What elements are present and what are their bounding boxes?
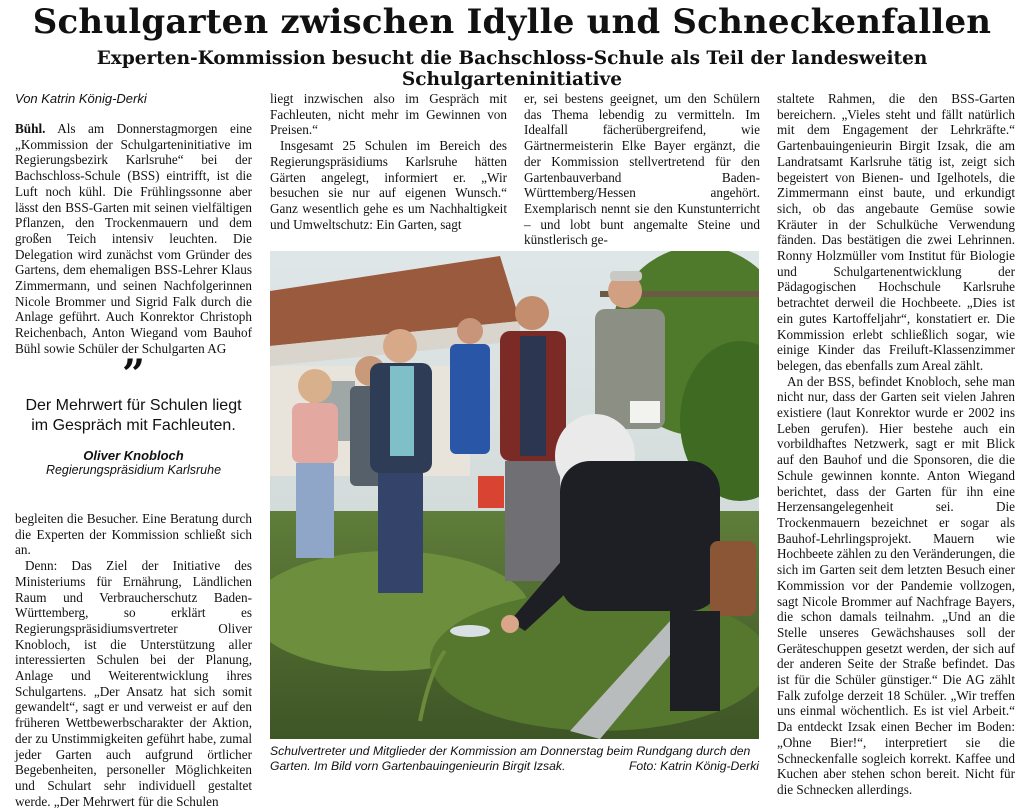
- paragraph: Denn: Das Ziel der Initiative des Ministeriums für Ernährung, Ländlichen Raum und Verbraucherschutz Baden-Württemberg, so erklärt es Regierungspräsidiumsvertreter Oliver Knobloch, ist die Unterstützung aller interessierten Schulen bei der Planung, Anlage und Weiterentwicklung ihres Schulgartens. „Der Ansatz hat sich somit gewandelt“, sagt er und verweist er auf den früheren Wettbewerbscharakter der Aktion, der zu Unstimmigkeiten geführt habe, zumal jeder Garten auch aufgrund örtlicher Begebenheiten, personeller Möglichkeiten und Schulart sehr individuell gestaltet werde. „Der Mehrwert für die Schulen: [15, 558, 252, 809]
- column-2: [270, 91, 507, 232]
- column-4: [777, 91, 1015, 798]
- lead-paragraph: [15, 121, 252, 357]
- garden-photo-illustration: [270, 251, 759, 739]
- pull-quote: [15, 351, 252, 477]
- headline: Schulgarten zwischen Idylle und Schneckenfallen: [32, 2, 992, 42]
- article-photo: [270, 251, 759, 739]
- byline: Von Katrin König-Derki: [15, 91, 147, 106]
- column-1-bottom: [15, 511, 252, 809]
- paragraph: Insgesamt 25 Schulen im Bereich des Regierungspräsidiums Karlsruhe hätten Gärten angelegt, informiert er. „Wir besuchen sie nur auf eigenen Wunsch.“ Ganz wesentlich gehe es um Nachhaltigkeit und Umweltschutz: Ein Garten, sagt: [270, 138, 507, 232]
- quote-role: Regierungspräsidium Karlsruhe: [45, 463, 222, 477]
- column-1-top: [15, 121, 252, 357]
- paragraph: An der BSS, befindet Knobloch, sehe man nicht nur, dass der Garten seit vielen Jahren existiere (laut Konrektor wurde er 2002 ins Leben gerufen). Hier bestehe auch ein vorbildhaftes Netzwerk, sagt er mit Blick auf den Bauhof und die Sponsoren, die die Schule gewinnen konnte. Anton Wiegand berichtet, dass der Garten für ihn eine Herzensangelegenheit sei. Die Trockenmauern bezeichnet er sogar als Bauhof-Lehrlingsprojekt. Mauern wie Hochbeete zählen zu den Veränderungen, die sich im Garten seit dem letzten Besuch einer Kommission vor der Pandemie vollzogen, sagt Nicole Brommer auf Nachfrage Bayers, die schon damals teilnahm. „Und an die Stelle unseres Gewächshauses soll der Geräteschuppen gesetzt werden, der sich auf der anderen Seite der Straße befindet. Das ist für die Schüler günstiger.“ Die AG zählt Falk zufolge derzeit 18 Schüler. „Wir treffen uns einmal wöchentlich. Es ist viel Arbeit.“ Da entdeckt Izsak einen Becher im Boden: „Ohne Bier!“, interpretiert sie die Schneckenfalle sogleich korrekt. Kaffee und Kuchen aber stehen schon bereit. Nicht für die Schnecken allerdings.: [777, 373, 1015, 797]
- column-3: [524, 91, 760, 248]
- quote-author: Oliver Knobloch: [83, 448, 184, 463]
- lead-text: Als am Donnerstagmorgen eine „Kommission der Schulgarteninitiative im Regierungsbezirk Karlsruhe“ bei der Bachschloss-Schule (BSS) eintrifft, ist die Luft noch kühl. Die Frühlingssonne aber lässt den BSS-Garten mit seinen vielfältigen Pflanzen, den Trockenmauern und dem großen Teich intensiv leuchten. Die Delegation wird zunächst vom Gründer des Gartens, dem ehemaligen BSS-Lehrer Klaus Zimmermann, und seinen Nachfolgerinnen Nicole Brommer und Sigrid Falk durch die Anlage geführt. Auch Konrektor Christoph Reichenbach, Anton Wiegand vom Bauhof Bühl sowie Schüler der Schulgarten AG: [15, 121, 252, 356]
- dateline: Bühl.: [15, 121, 46, 136]
- caption-text: Schulvertreter und Mitglieder der Kommission am Donnerstag beim Rundgang durch den Garten. Im Bild vorn Gartenbauingenieurin Birgit Izsak.: [270, 744, 751, 773]
- quote-text: Der Mehrwert für Schulen liegt im Gespräch mit Fachleuten.: [25, 397, 242, 434]
- paragraph: begleiten die Besucher. Eine Beratung durch die Experten der Kommission schließt sich an.: [15, 511, 252, 558]
- paragraph: liegt inzwischen also im Gespräch mit Fachleuten, nicht mehr im Gewinnen von Preisen.“: [270, 91, 507, 138]
- paragraph: staltete Rahmen, die den BSS-Garten bereichern. „Vieles steht und fällt natürlich mit dem Engagement der Lehrkräfte.“ Gartenbauingenieurin Birgit Izsak, die am Landratsamt Karlsruhe tätig ist, zeigt sich begeistert von Bienen- und Igelhotels, die Zimmermann einst baute, und erkundigt sich, ob das angebaute Gemüse sowie Kräuter in der Schulküche Verwendung fänden. Das bestätigen die zwei Lehrinnen. Ronny Holzmüller vom Institut für Biologie und Schulgartenentwicklung der Pädagogischen Hochschule Karlsruhe betrachtet derweil die Hochbeete. „Dies ist ein gutes Kartoffeljahr“, konstatiert er. Die Kommission erlebt schließlich sogar, wie einige Kinder das Freiluft-Klassenzimmer belegen, das ebenfalls zum Areal zählt.: [777, 91, 1015, 373]
- photo-caption: [270, 744, 759, 774]
- photo-credit: Foto: Katrin König-Derki: [628, 759, 759, 773]
- quote-mark-icon: ”: [121, 351, 145, 398]
- paragraph: er, sei bestens geeignet, um den Schülern das Thema lebendig zu vermitteln. Im Idealfall fächerübergreifend, wie Gärtnermeisterin Elke Bayer ergänzt, die der Kommission stellvertretend für den Gartenbauverband Baden-Württemberg/Hessen angehört. Exemplarisch nennt sie den Kunstunterricht – und lobt bunt angemalte Steine und künstlerisch ge-: [524, 91, 760, 248]
- subheadline: Experten-Kommission besucht die Bachschloss-Schule als Teil der landesweiten Schulgarteninitiative: [96, 48, 928, 90]
